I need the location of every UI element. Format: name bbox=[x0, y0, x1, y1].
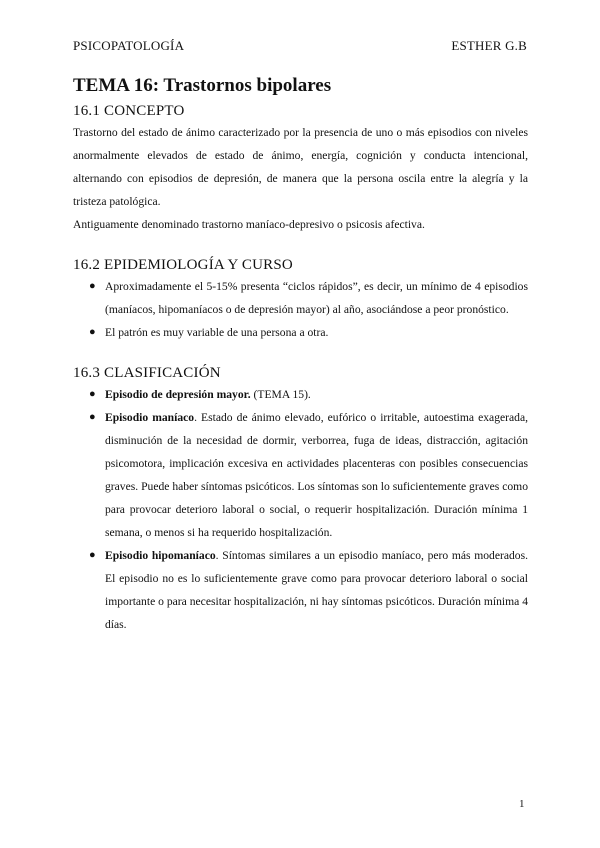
page-title: TEMA 16: Trastornos bipolares bbox=[73, 75, 332, 96]
bullet-icon: ● bbox=[89, 326, 96, 338]
list-item bbox=[73, 321, 528, 344]
list-item-text: El patrón es muy variable de una persona a otra. bbox=[105, 326, 329, 339]
bullet-list bbox=[73, 383, 528, 636]
list-item bbox=[73, 406, 528, 544]
section-heading: 16.2 EPIDEMIOLOGÍA Y CURSO bbox=[73, 257, 293, 273]
list-item-text: (TEMA 15). bbox=[250, 388, 311, 401]
section-epidemiologia bbox=[73, 255, 528, 344]
document-body bbox=[73, 74, 528, 636]
bullet-icon: ● bbox=[89, 411, 96, 423]
list-item-text: . Síntomas similares a un episodio maníaco, pero más moderados. El episodio no es lo suficientemente grave como para provocar deterioro laboral o social importante o para necesitar hospitalización, ni hay síntomas psicóticos. Duración mínima 4 días. bbox=[105, 549, 528, 631]
list-item-term: Episodio de depresión mayor. bbox=[105, 388, 251, 401]
list-item bbox=[73, 275, 528, 321]
header-subject: PSICOPATOLOGÍA bbox=[73, 38, 185, 53]
paragraph: Trastorno del estado de ánimo caracterizado por la presencia de uno o más episodios con niveles anormalmente elevados de estado de ánimo, energía, cognición y conducta intencional, alternando con episodios de depresión, de manera que la persona oscila entre la alegría y la tristeza patológica. bbox=[73, 126, 528, 208]
list-item-text: Aproximadamente el 5-15% presenta “ciclos rápidos”, es decir, un mínimo de 4 episodios (maníacos, hipomaníacos o de depresión mayor) al año, asociándose a peor pronóstico. bbox=[105, 280, 528, 316]
list-item bbox=[73, 383, 528, 406]
list-item-term: Episodio maníaco bbox=[105, 411, 195, 424]
section-concepto bbox=[73, 101, 528, 236]
bullet-icon: ● bbox=[89, 549, 96, 561]
page-number: 1 bbox=[519, 798, 525, 810]
paragraph: Antiguamente denominado trastorno maníaco-depresivo o psicosis afectiva. bbox=[73, 218, 425, 231]
header-author: ESTHER G.B bbox=[451, 38, 527, 53]
list-item bbox=[73, 544, 528, 636]
section-heading: 16.1 CONCEPTO bbox=[73, 103, 185, 119]
list-item-text: . Estado de ánimo elevado, eufórico o irritable, autoestima exagerada, disminución de la necesidad de dormir, verborrea, fuga de ideas, distracción, agitación psicomotora, implicación excesiva en actividades placenteras con posibles consecuencias graves. Puede haber síntomas psicóticos. Los síntomas son lo suficientemente graves como para provocar deterioro laboral o social, o requerir hospitalización. Duración mínima 1 semana, o menos si ha requerido hospitalización. bbox=[105, 411, 528, 539]
list-item-term: Episodio hipomaníaco bbox=[105, 549, 216, 562]
section-clasificacion bbox=[73, 363, 528, 636]
bullet-icon: ● bbox=[89, 280, 96, 292]
bullet-list bbox=[73, 275, 528, 344]
bullet-icon: ● bbox=[89, 388, 96, 400]
section-heading: 16.3 CLASIFICACIÓN bbox=[73, 365, 221, 381]
